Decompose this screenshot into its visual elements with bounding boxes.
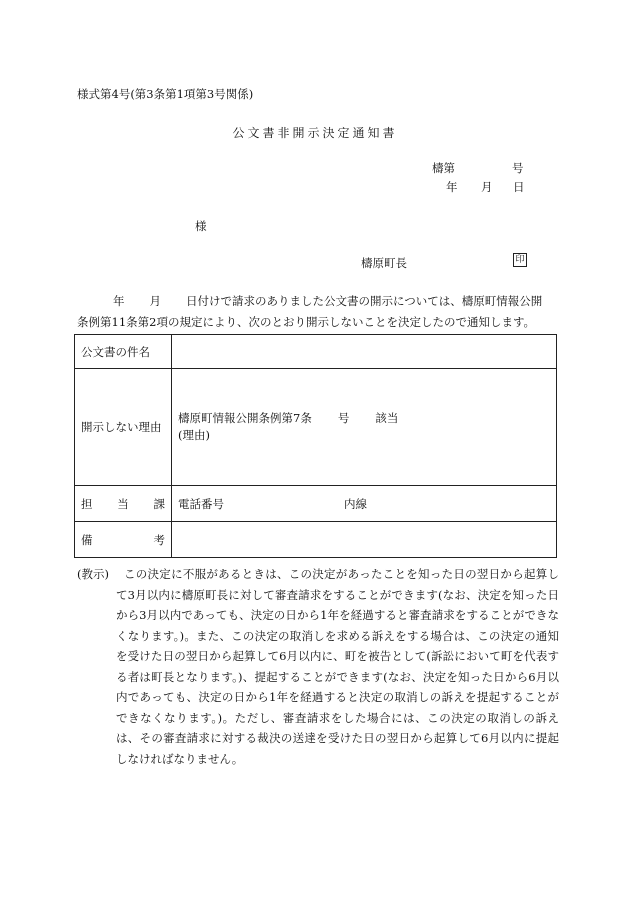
decision-table	[74, 334, 557, 558]
document-title: 公文書非開示決定通知書	[232, 126, 398, 140]
body-paragraph	[77, 291, 557, 333]
notice-label: (教示)	[77, 567, 109, 581]
document-name-value	[172, 335, 557, 369]
body-month: 月	[149, 294, 161, 308]
seal-stamp: 印	[513, 253, 527, 267]
body-line-1-rest: 日付けで請求のありました公文書の開示については、檮原町情報公開	[186, 294, 543, 308]
remarks-value	[172, 522, 557, 558]
row-remarks	[75, 522, 557, 558]
department-value	[172, 486, 557, 522]
recipient-honorific: 様	[195, 219, 207, 233]
reason-note: (理由)	[178, 428, 210, 442]
form-number: 様式第4号(第3条第1項第3号関係)	[77, 87, 254, 101]
row-document-name	[75, 335, 557, 369]
body-year: 年	[113, 294, 125, 308]
reason-value	[172, 369, 557, 486]
reference-suffix: 号	[512, 161, 524, 175]
reason-article-line	[178, 410, 550, 427]
reason-article: 檮原町情報公開条例第7条	[178, 411, 312, 425]
reason-article-number: 号	[337, 411, 350, 425]
body-line-2: 条例第11条第2項の規定により、次のとおり開示しないことを決定したので通知します。	[77, 315, 536, 329]
reference-prefix: 檮第	[432, 161, 455, 175]
appeal-notice	[77, 564, 567, 769]
reason-applicable: 該当	[375, 411, 399, 425]
date-year: 年	[446, 180, 458, 194]
department-label: 担 当 課	[75, 486, 172, 522]
date-day: 日	[513, 180, 525, 194]
row-reason	[75, 369, 557, 486]
notice-text: この決定に不服があるときは、この決定があったことを知った日の翌日から起算して3月以内に檮原町長に対して審査請求をすることができます(なお、決定を知った日から3月以内であっても、決定の日から1年を経過すると審査請求をすることができなくなります。)。また、この決定の取消しを求める訴えをする場合は、この決定の通知を受けた日の翌日から起算して6月以内に、町を被告として(訴訟において町を代表する者は町長となります。)、提起することができます(なお、決定を知った日から6月以内であっても、決定の日から1年を経過すると決定の取消しの訴えを提起することができなくなります。)。ただし、審査請求をした場合には、この決定の取消しの訴えは、その審査請求に対する裁決の送達を受けた日の翌日から起算して6月以内に提起しなければなりません。	[116, 567, 559, 766]
date-month: 月	[481, 180, 493, 194]
body-line-1	[77, 291, 557, 312]
issuer-name: 檮原町長	[361, 256, 407, 270]
phone-label: 電話番号	[178, 496, 224, 511]
extension-label: 内線	[344, 496, 367, 511]
document-name-label: 公文書の件名	[75, 335, 172, 369]
remarks-label: 備 考	[75, 522, 172, 558]
reason-label: 開示しない理由	[75, 369, 172, 486]
row-department	[75, 486, 557, 522]
